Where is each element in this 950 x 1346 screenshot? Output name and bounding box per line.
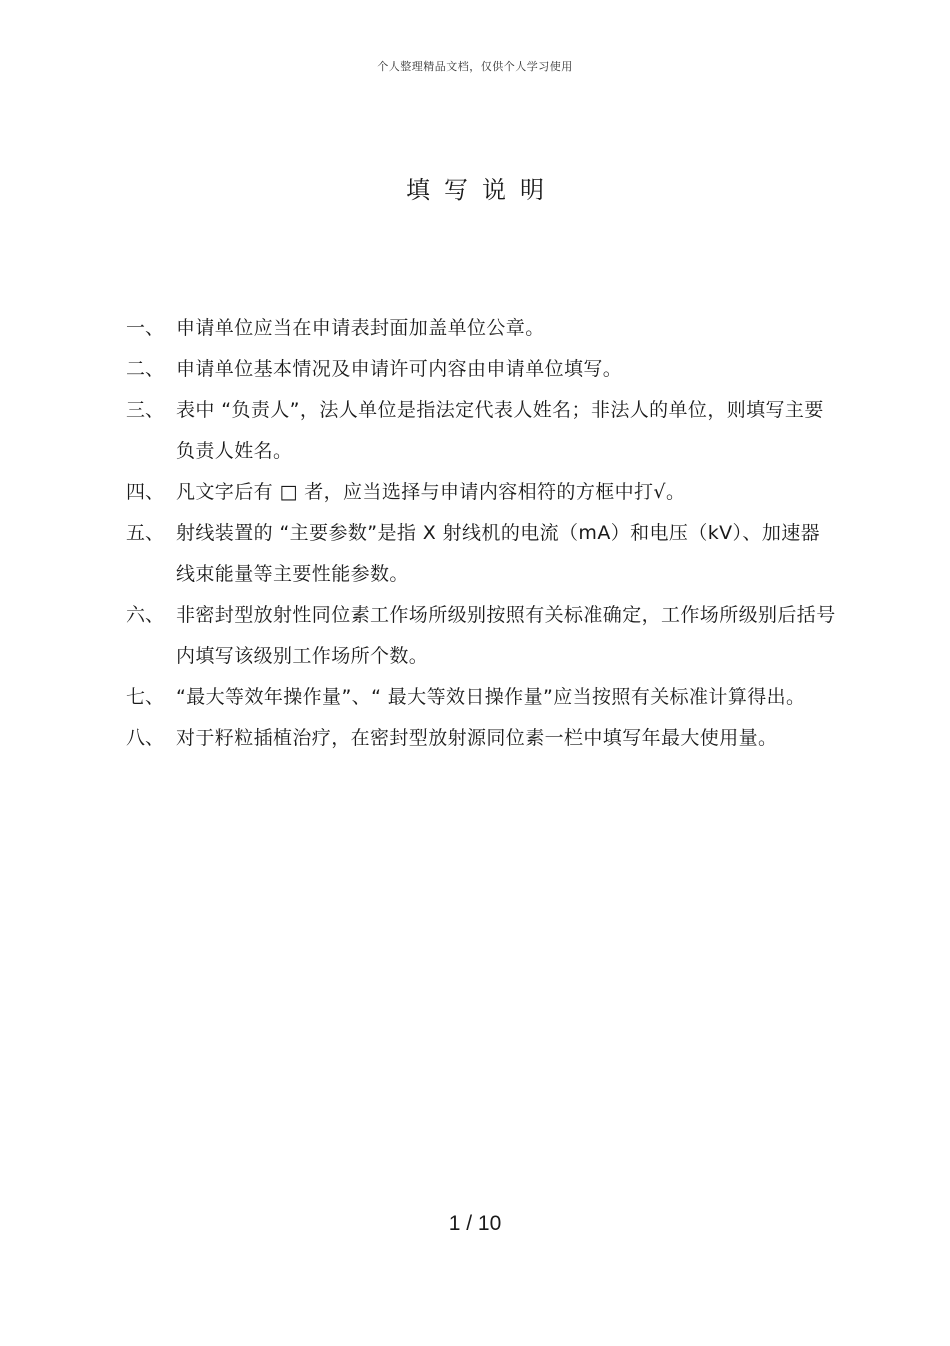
list-item [126, 472, 836, 513]
list-item [126, 513, 836, 595]
item-text: “最大等效年操作量”、“ 最大等效日操作量”应当按照有关标准计算得出。 [176, 686, 806, 708]
instruction-list [126, 308, 836, 759]
item-number: 六、 [126, 604, 165, 626]
header-note: 个人整理精品文档，仅供个人学习使用 [377, 60, 573, 73]
item-number: 八、 [126, 727, 165, 749]
list-item [126, 308, 836, 349]
list-item [126, 595, 836, 677]
item-number: 四、 [126, 481, 165, 503]
item-number: 二、 [126, 358, 165, 380]
page-title: 填写说明 [406, 176, 558, 204]
item-text: 对于籽粒插植治疗，在密封型放射源同位素一栏中填写年最大使用量。 [176, 727, 778, 749]
item-number: 三、 [126, 399, 165, 421]
list-item [126, 718, 836, 759]
item-number: 五、 [126, 522, 165, 544]
list-item [126, 677, 836, 718]
item-number: 一、 [126, 317, 165, 339]
item-text: 射线装置的 “主要参数”是指 X 射线机的电流（mA）和电压（kV）、加速器线束能量等主要性能参数。 [176, 522, 821, 585]
item-text: 非密封型放射性同位素工作场所级别按照有关标准确定，工作场所级别后括号内填写该级别工作场所个数。 [176, 604, 836, 667]
item-number: 七、 [126, 686, 165, 708]
item-text: 表中 “负责人”，法人单位是指法定代表人姓名；非法人的单位，则填写主要负责人姓名。 [176, 399, 824, 462]
item-text: 申请单位基本情况及申请许可内容由申请单位填写。 [176, 358, 623, 380]
list-item [126, 390, 836, 472]
list-item [126, 349, 836, 390]
page-number: 1 / 10 [448, 1212, 502, 1235]
item-text: 凡文字后有 □ 者，应当选择与申请内容相符的方框中打√。 [176, 481, 686, 503]
item-text: 申请单位应当在申请表封面加盖单位公章。 [176, 317, 545, 339]
